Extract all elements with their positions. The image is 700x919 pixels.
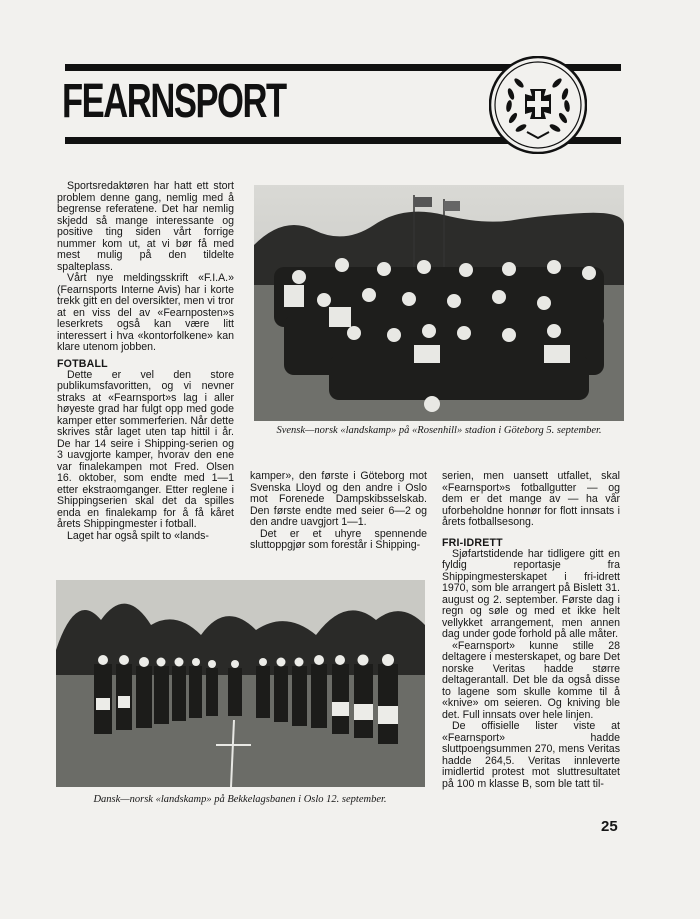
club-emblem-icon (489, 56, 587, 154)
fotball-paragraph: Dette er vel den store publikumsfavoritten, og vi nevner straks at «Fearnsport»s lag i aller høyeste grad har fulgt opp med gode kamper etter sommerferien. Når dette skrives står laget uten tap hittil i år. De har 14 seire i Shipping-serien og 3 uavgjorte kamper, hvorav den ene var finalekampen mot Fred. Olsen 16. oktober, som endte med 1—1 etter ekstraomganger. Etter reglene i Shippingserien skal det da spilles enda en finalekamp for å få kåret årets Shippingmester i fotball. (57, 368, 234, 530)
text-paragraph: Det er et uhyre spennende sluttoppgjør som forestår i Shipping- (250, 527, 427, 551)
photo-danish-norwegian-match (56, 580, 425, 787)
photo-swedish-norwegian-match (254, 185, 624, 421)
column-1 (57, 181, 234, 542)
section-heading-fotball: FOTBALL (57, 357, 108, 370)
column-2 (250, 471, 427, 552)
intro-paragraph: Vårt nye meldingsskrift «F.I.A.» (Fearnsports Interne Avis) har i korte trekk gitt en del oversikter, men vi tror at en viss del av «Fearnposten»s leserkrets også kan være litt interessert i hva «kontorfolkene» kan klare utenom jobben. (57, 272, 234, 353)
photo-caption-top: Svensk—norsk «landskamp» på «Rosenhill» stadion i Göteborg 5. september. (276, 425, 602, 436)
intro-paragraph: Sportsredaktøren har hatt ett stort problem denne gang, nemlig med å begrense referatene. Det har nemlig skjedd så mange interessante og positive ting siden vårt forrige nummer kom ut, at vi bør få med mest mulig på den tildelte spalteplass. (57, 180, 234, 273)
page-title: FEARNSPORT (62, 75, 286, 128)
text-paragraph: kamper», den første i Göteborg mot Svenska Lloyd og den andre i Oslo mot Forenede Dampskibsselskab. Den første endte med seier 6—2 og den andre uavgjort 1—1. (250, 470, 427, 528)
fri-idrett-paragraph: Sjøfartstidende har tidligere gitt en fyldig reportasje fra Shippingmesterskapet i fri-idrett 1970, som ble arrangert på Bislett 31. august og 2. september. Første dag i regn og søle og med et ikke helt vellykket arrangement, men annen dag under gode forhold på alle måter. (442, 547, 620, 640)
section-heading-fri-idrett: FRI-IDRETT (442, 536, 503, 549)
text-paragraph: serien, men uansett utfallet, skal «Fearnsport»s fotballgutter — og dem er det mange av — ha vår uforbeholdne honnør for flott innsats i årets fotballsesong. (442, 470, 620, 528)
fri-idrett-paragraph: «Fearnsport» kunne stille 28 deltagere i mesterskapet, og bare Det norske Veritas hadde større deltagerantall. Det ble da også disse to lagene som skulle komme til å «knive» om seieren. Og kniving ble det. Full innsats over hele linjen. (442, 639, 620, 721)
page-number: 25 (601, 818, 618, 835)
column-3 (442, 471, 620, 790)
fri-idrett-paragraph: De offisielle lister viste at «Fearnsport» hadde sluttpoengsummen 270, mens Veritas hadde 264,5. Veritas innleverte imidlertid protest mot sluttresultatet på 100 m klasse B, som ble tatt til- (442, 720, 620, 790)
photo-caption-bottom: Dansk—norsk «landskamp» på Bekkelagsbanen i Oslo 12. september. (93, 794, 387, 805)
fotball-paragraph: Laget har også spilt to «lands- (67, 529, 209, 542)
